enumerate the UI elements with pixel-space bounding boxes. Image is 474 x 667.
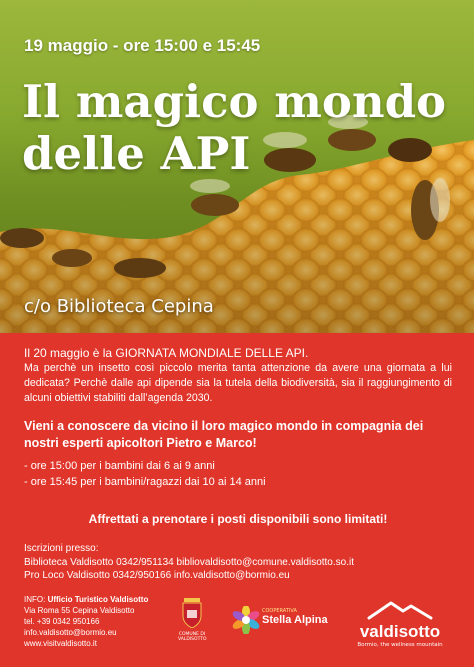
event-title [22, 76, 462, 180]
info-prefix: INFO: [24, 595, 46, 604]
title-line-2: delle API [22, 127, 251, 180]
info-office: Ufficio Turistico Valdisotto [47, 595, 149, 604]
valdisotto-name: valdisotto [359, 622, 441, 641]
event-date-time: 19 maggio - ore 15:00 e 15:45 [24, 36, 261, 55]
contact-pro-loco: Pro Loco Valdisotto 0342/950166 info.valdisotto@bormio.eu [24, 570, 290, 581]
mountain-logo-icon [365, 600, 435, 620]
event-description [24, 346, 452, 582]
info-heading [24, 594, 148, 605]
valdisotto-logo [344, 600, 456, 648]
contact-library: Biblioteca Valdisotto 0342/951134 bibliovaldisotto@comune.valdisotto.so.it [24, 557, 354, 568]
stella-alpina-flower-icon [232, 606, 260, 634]
stella-alpina-logo [232, 606, 328, 638]
event-location: c/o Biblioteca Cepina [24, 296, 214, 317]
invitation-paragraph: Vieni a conoscere da vicino il loro magico mondo in compagnia dei nostri esperti apicoltori Pietro e Marco! [24, 419, 424, 450]
intro-paragraph: Ma perchè un insetto così piccolo merita tanta attenzione da avere una giornata a lui dedicata? Perchè dalle api dipende sia la tutela della biodiversità, sia il raggiungimento di alcuni obiettivi stabiliti dall’agenda 2030. [24, 362, 452, 404]
schedule-item: - ore 15:45 per i bambini/ragazzi dai 10 ai 14 anni [24, 476, 266, 488]
info-address: Via Roma 55 Cepina Valdisotto [24, 606, 135, 615]
comune-caption-1: COMUNE DI [178, 632, 206, 637]
info-email[interactable]: info.valdisotto@bormio.eu [24, 628, 117, 637]
valdisotto-tagline: Bormio, the wellness mountain [357, 642, 443, 648]
comune-logo [178, 598, 206, 642]
info-website[interactable]: www.visitvaldisotto.it [24, 639, 97, 648]
coat-of-arms-icon [181, 598, 203, 628]
contacts-label: Iscrizioni presso: [24, 543, 99, 554]
world-bee-day-lead: Il 20 maggio è la GIORNATA MONDIALE DELLE API. [24, 346, 309, 360]
bees-on-honeycomb-photo [0, 0, 474, 333]
stella-name: Stella Alpina [262, 614, 328, 626]
booking-callout: Affrettati a prenotare i posti disponibili sono limitati! [88, 512, 388, 526]
info-block [24, 594, 148, 649]
stella-small-caption: COOPERATIVA [262, 608, 297, 614]
comune-caption-2: VALDISOTTO [178, 637, 207, 642]
info-phone: tel. +39 0342 950166 [24, 617, 100, 626]
schedule-item: - ore 15:00 per i bambini dai 6 ai 9 anni [24, 460, 215, 472]
stella-text [262, 608, 328, 626]
title-line-1: Il magico mondo [22, 75, 447, 128]
